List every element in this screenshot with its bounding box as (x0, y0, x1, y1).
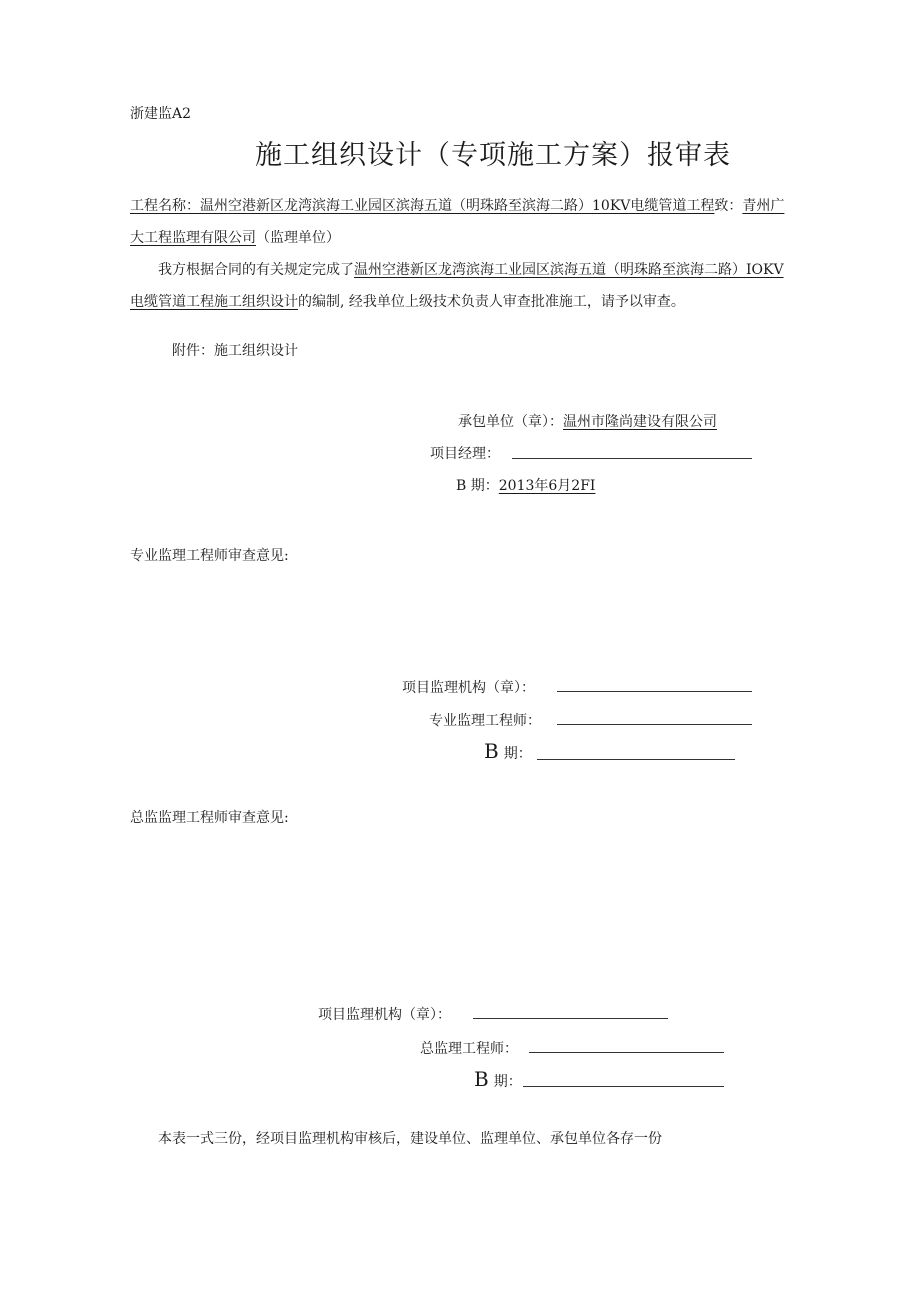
chief-date-label: 期： (493, 1074, 522, 1090)
body-rest: 的编制, 经我单位上级技术负责人审查批准施工，请予以审查。 (298, 294, 685, 310)
project-label: 工程名称： (130, 198, 200, 214)
chief-org-line (473, 1018, 668, 1019)
project-name: 温州空港新区龙湾滨海工业园区滨海五道（明珠路至滨海二路）10KV电缆管道工程 (200, 198, 715, 214)
to-label: 致： (714, 198, 743, 214)
project-ref-line2: 电缆管道工程施工组织设计 (130, 294, 298, 310)
engineer-name-line (557, 724, 752, 725)
engineer-date-label: 期： (503, 746, 532, 762)
chief-name-line (529, 1052, 724, 1053)
to-unit-line2: 大工程监理有限公司 (130, 230, 256, 246)
engineer-name-label: 专业监理工程师： (429, 713, 541, 729)
engineer-org-label: 项目监理机构（章）： (402, 680, 535, 696)
chief-org-label: 项目监理机构（章）： (318, 1007, 451, 1023)
to-unit-line1: 青州广 (742, 198, 785, 214)
engineer-review-heading: 专业监理工程师审查意见: (130, 548, 289, 564)
contractor-unit-row (458, 411, 717, 431)
contractor-date-label: 期： (470, 478, 499, 494)
engineer-date-row (484, 739, 532, 763)
project-line (130, 195, 784, 215)
contractor-unit-label: 承包单位（章）： (458, 414, 563, 430)
engineer-org-line (557, 691, 752, 692)
contractor-unit-value: 温州市隆尚建设有限公司 (563, 414, 717, 430)
project-manager-line (512, 458, 752, 459)
project-manager-label: 项目经理： (430, 446, 500, 462)
chief-review-heading: 总监监理工程师审查意见: (130, 810, 289, 826)
body-line2 (130, 291, 685, 311)
footer-note: 本表一式三份，经项目监理机构审核后，建设单位、监理单位、承包单位各存一份 (158, 1131, 662, 1147)
contractor-date-value: 2013年6月2FI (498, 478, 596, 494)
engineer-date-prefix: B (484, 739, 499, 763)
chief-name-label: 总监理工程师： (420, 1041, 518, 1057)
engineer-date-line (537, 759, 735, 760)
contractor-date-prefix: B (456, 478, 467, 494)
contractor-date-row (456, 475, 595, 495)
form-code: 浙建监A2 (130, 106, 192, 122)
to-unit-line (130, 227, 340, 247)
to-unit-suffix: （监理单位） (256, 230, 340, 246)
project-ref-line1: 温州空港新区龙湾滨海工业园区滨海五道（明珠路至滨海二路）IOKV (354, 262, 784, 278)
body-line1 (158, 259, 784, 279)
page-title: 施工组织设计（专项施工方案）报审表 (255, 140, 731, 171)
chief-date-line (523, 1086, 724, 1087)
chief-date-row (474, 1067, 522, 1091)
attachment: 附件：施工组织设计 (172, 343, 298, 359)
chief-date-prefix: B (474, 1067, 489, 1091)
intro-text: 我方根据合同的有关规定完成了 (158, 262, 354, 278)
